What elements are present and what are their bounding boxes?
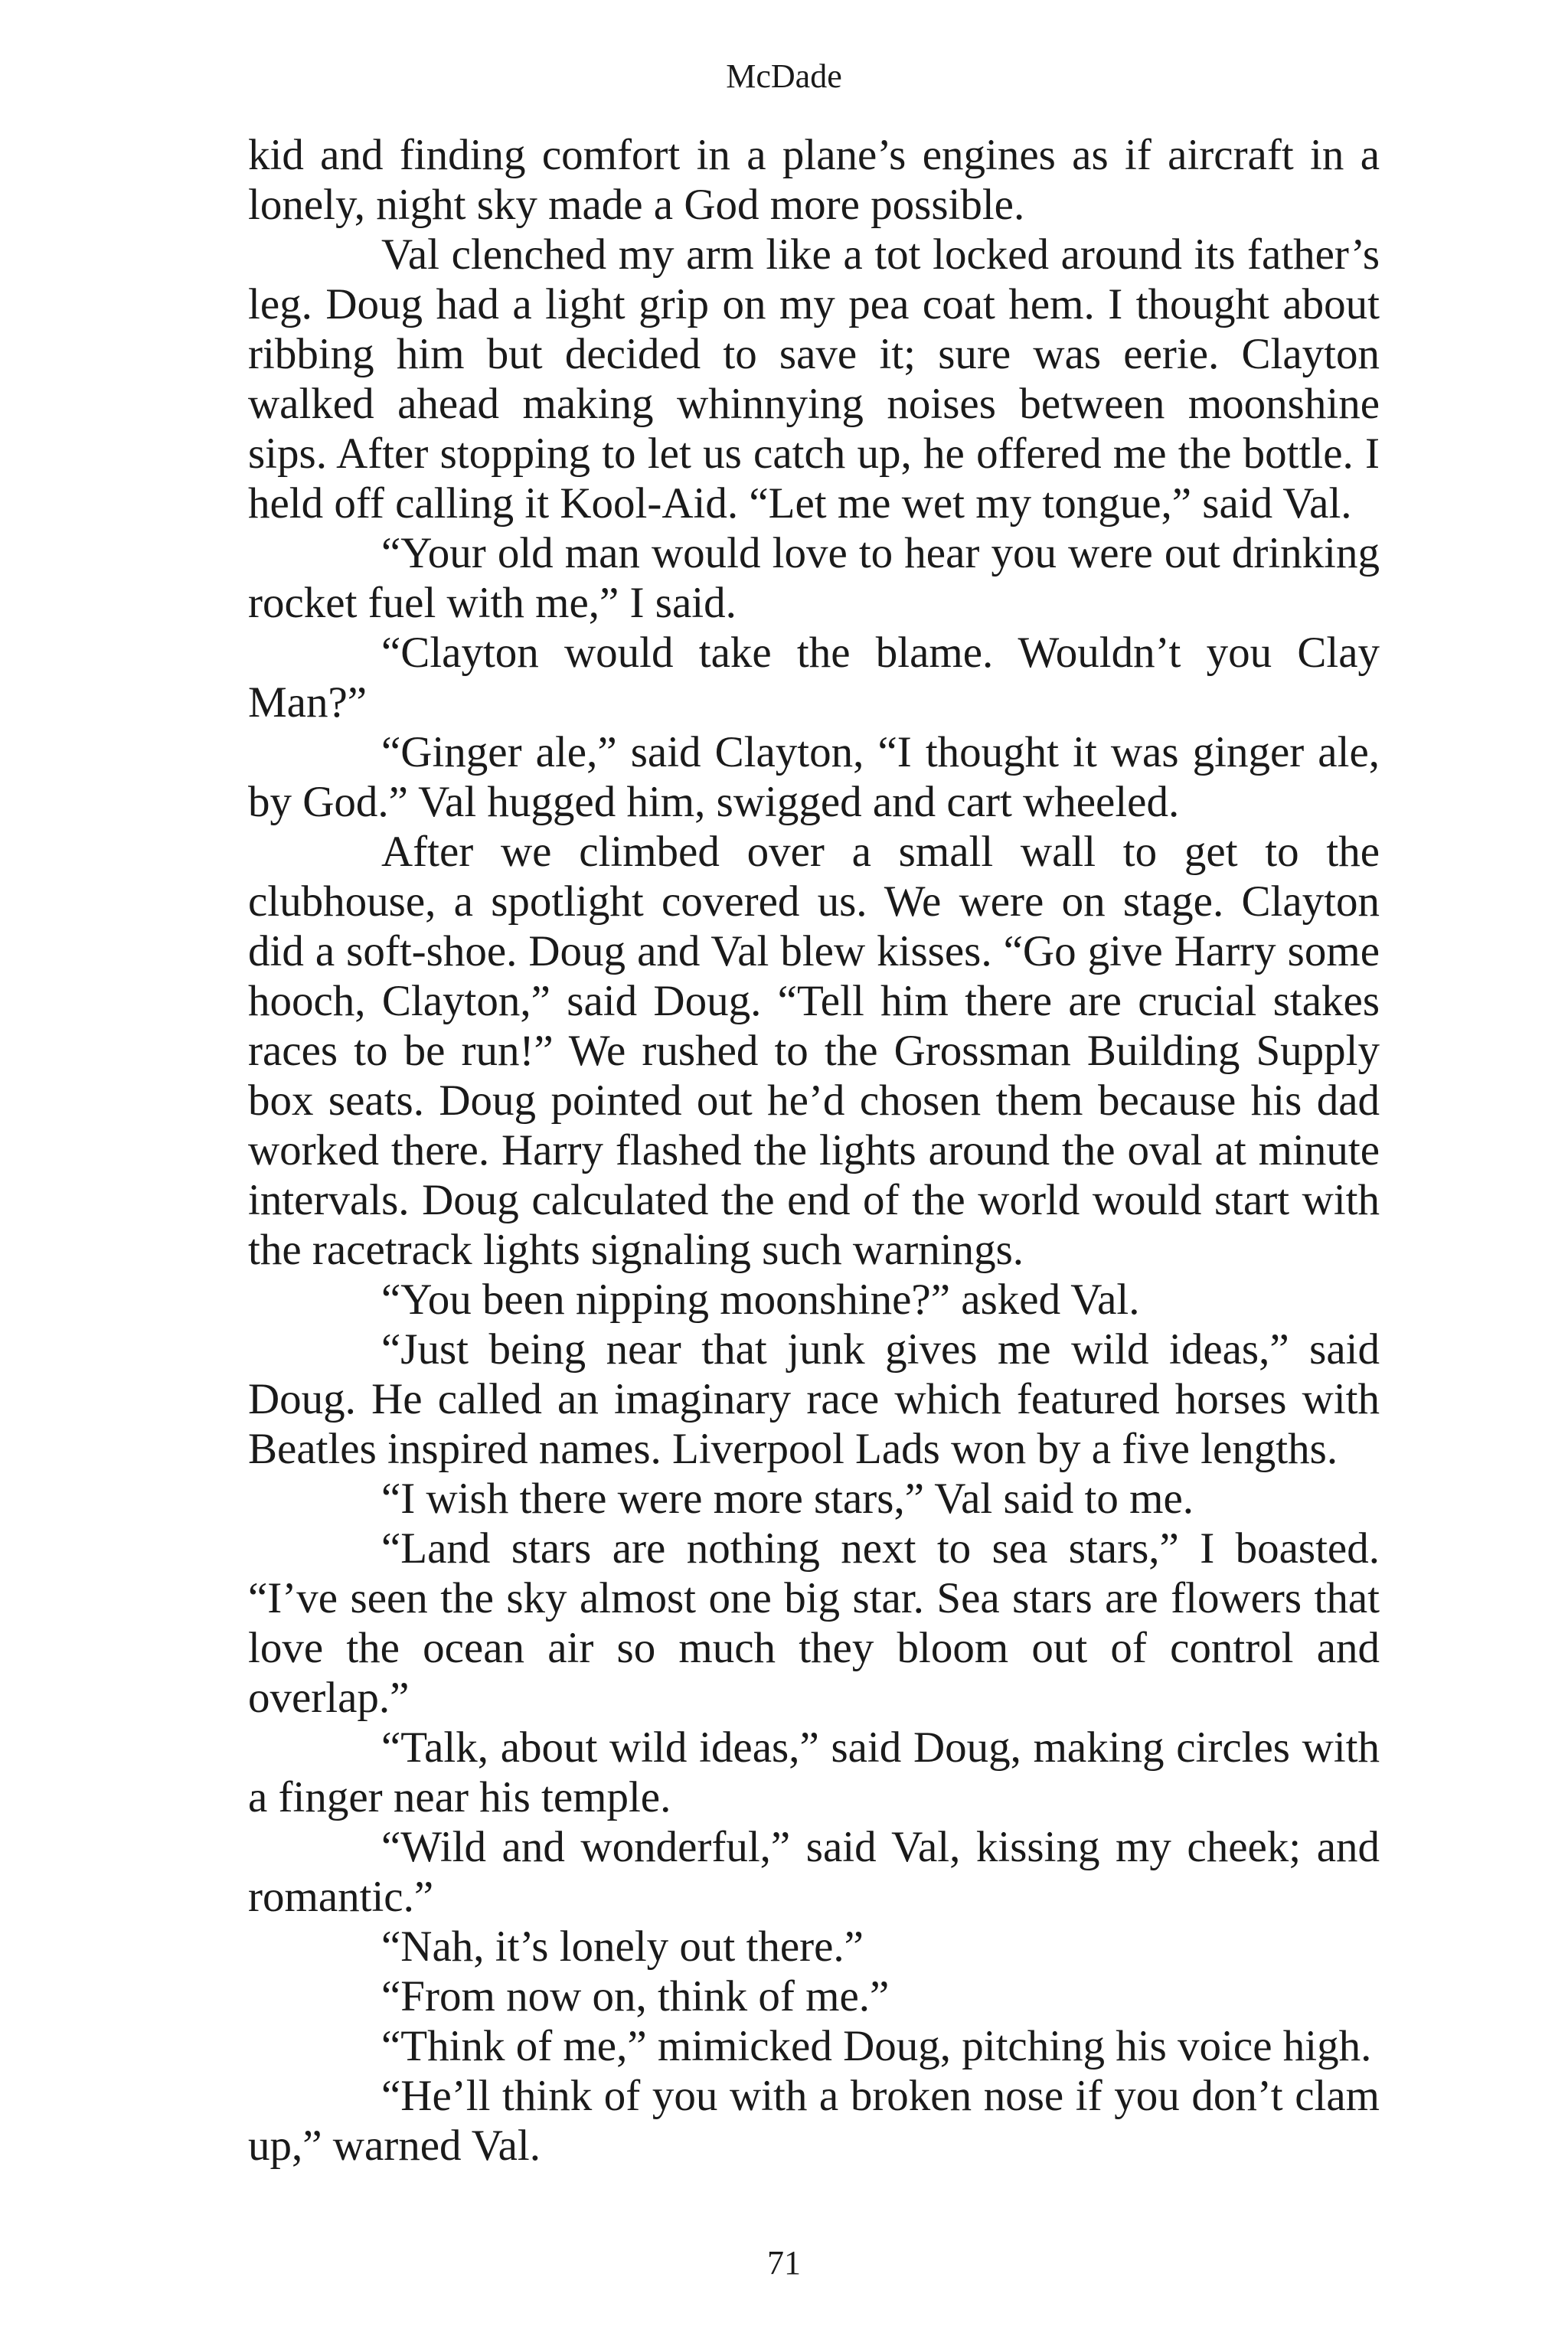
paragraph: “From now on, think of me.”	[381, 1972, 890, 2020]
paragraph: Val clenched my arm like a tot locked around its father’s leg. Doug had a light grip on my pea coat hem. I thought about ribbing him but decided to save it; sure was eerie. Clayton walked ahead making whinnying noises between moonshine sips. After stopping to let us catch up, he offered me the bottle. I held off calling it Kool-Aid. “Let me wet my tongue,” said Val.	[248, 230, 1380, 528]
paragraph: “Just being near that junk gives me wild ideas,” said Doug. He called an imaginary race which featured horses with Beatles inspired names. Liverpool Lads won by a five lengths.	[248, 1325, 1380, 1473]
paragraph: “Clayton would take the blame. Wouldn’t you Clay Man?”	[248, 629, 1380, 727]
paragraph: “Your old man would love to hear you were out drinking rocket fuel with me,” I said.	[248, 529, 1380, 627]
paragraph: After we climbed over a small wall to get to the clubhouse, a spotlight covered us. We were on stage. Clayton did a soft-shoe. Doug and Val blew kisses. “Go give Harry some hooch, Clayton,” said Doug. “Tell him there are crucial stakes races to be run!” We rushed to the Grossman Building Supply box seats. Doug pointed out he’d chosen them because his dad worked there. Harry flashed the lights around the oval at minute intervals. Doug calculated the end of the world would start with the racetrack lights signaling such warnings.	[248, 828, 1380, 1274]
paragraph: “Nah, it’s lonely out there.”	[381, 1922, 864, 1971]
paragraph: “Ginger ale,” said Clayton, “I thought it was ginger ale, by God.” Val hugged him, swigged and cart wheeled.	[248, 728, 1380, 826]
paragraph: “I wish there were more stars,” Val said to me.	[381, 1475, 1194, 1523]
paragraph: “Think of me,” mimicked Doug, pitching his voice high.	[381, 2022, 1372, 2070]
paragraph: kid and finding comfort in a plane’s engines as if aircraft in a lonely, night sky made a God more possible.	[248, 131, 1380, 229]
paragraph: “Land stars are nothing next to sea stars,” I boasted. “I’ve seen the sky almost one big star. Sea stars are flowers that love the ocean air so much they bloom out of control and overlap.”	[248, 1524, 1380, 1722]
body-text	[248, 130, 1380, 2171]
paragraph: “Talk, about wild ideas,” said Doug, making circles with a finger near his temple.	[248, 1723, 1380, 1821]
paragraph: “Wild and wonderful,” said Val, kissing my cheek; and romantic.”	[248, 1823, 1380, 1921]
page-number: 71	[767, 2244, 801, 2282]
paragraph: “He’ll think of you with a broken nose if you don’t clam up,” warned Val.	[248, 2072, 1380, 2170]
paragraph: “You been nipping moonshine?” asked Val.	[381, 1276, 1140, 1324]
running-head: McDade	[726, 57, 842, 95]
